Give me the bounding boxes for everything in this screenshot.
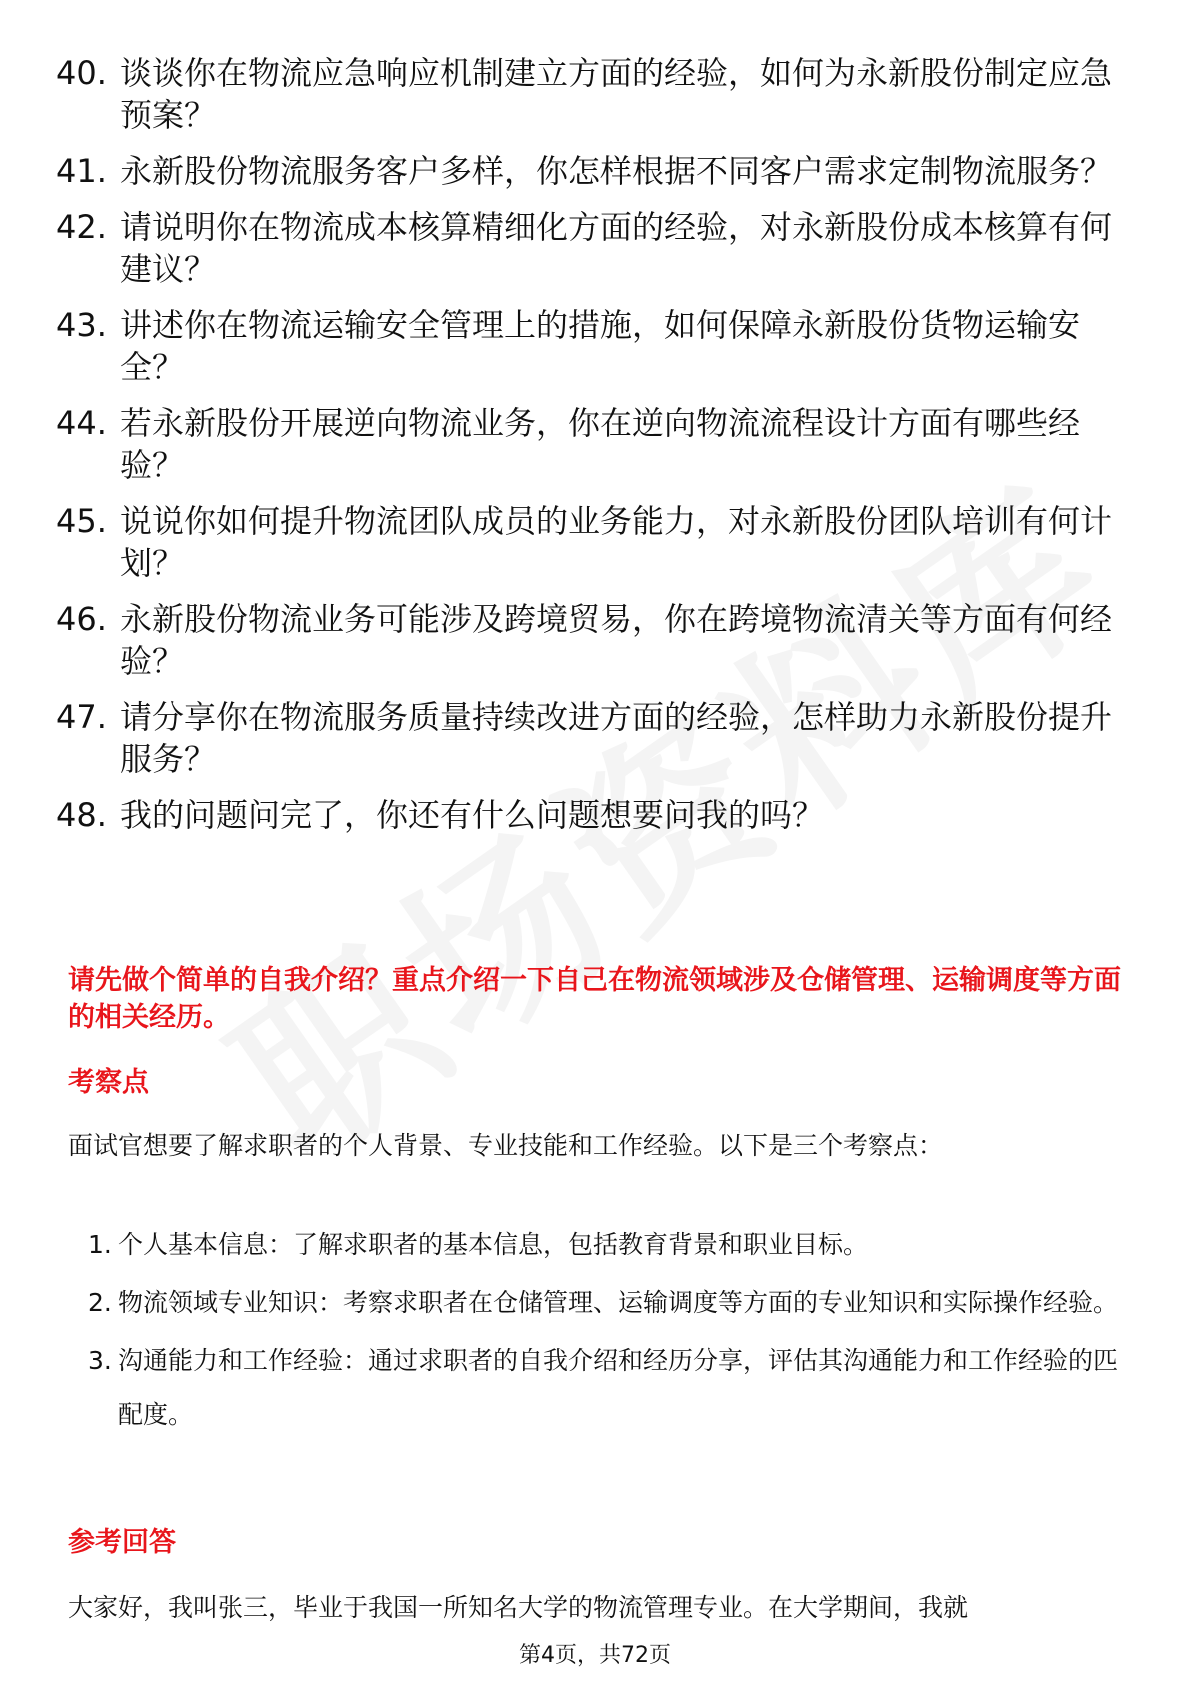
point-text: 物流领域专业知识：考察求职者在仓储管理、运输调度等方面的专业知识和实际操作经验。 <box>118 1288 1119 1317</box>
question-item <box>56 500 1136 584</box>
question-item <box>56 52 1136 136</box>
question-text: 若永新股份开展逆向物流业务，你在逆向物流流程设计方面有哪些经验？ <box>120 404 1081 484</box>
question-number: 47. <box>56 698 107 736</box>
question-number: 48. <box>56 796 107 834</box>
highlight-question: 请先做个简单的自我介绍？重点介绍一下自己在物流领域涉及仓储管理、运输调度等方面的相关经历。 <box>68 965 1121 1033</box>
page-footer: 第4页，共72页 <box>519 1643 671 1668</box>
question-number: 44. <box>56 404 107 442</box>
question-item <box>56 304 1136 388</box>
question-number: 42. <box>56 208 107 246</box>
question-item <box>56 696 1136 780</box>
question-number: 40. <box>56 54 107 92</box>
question-item <box>56 598 1136 682</box>
point-item <box>68 1276 1138 1330</box>
question-text: 永新股份物流服务客户多样，你怎样根据不同客户需求定制物流服务？ <box>120 152 1113 190</box>
point-item <box>68 1218 1138 1272</box>
question-text: 请分享你在物流服务质量持续改进方面的经验，怎样助力永新股份提升服务？ <box>120 698 1113 778</box>
point-text: 沟通能力和工作经验：通过求职者的自我介绍和经历分享，评估其沟通能力和工作经验的匹配度。 <box>118 1346 1119 1429</box>
point-number: 3. <box>88 1346 112 1375</box>
reference-heading: 参考回答 <box>68 1527 176 1558</box>
question-number: 43. <box>56 306 107 344</box>
question-number: 46. <box>56 600 107 638</box>
kcd-heading: 考察点 <box>68 1067 149 1098</box>
question-number: 45. <box>56 502 107 540</box>
question-list <box>56 52 1136 850</box>
question-item <box>56 794 1136 836</box>
point-number: 1. <box>88 1230 112 1259</box>
question-text: 我的问题问完了，你还有什么问题想要问我的吗？ <box>120 796 825 834</box>
question-text: 永新股份物流业务可能涉及跨境贸易，你在跨境物流清关等方面有何经验？ <box>120 600 1113 680</box>
question-number: 41. <box>56 152 107 190</box>
question-text: 谈谈你在物流应急响应机制建立方面的经验，如何为永新股份制定应急预案？ <box>120 54 1113 134</box>
answer-paragraph: 大家好，我叫张三，毕业于我国一所知名大学的物流管理专业。在大学期间，我就 <box>68 1593 969 1622</box>
question-text: 说说你如何提升物流团队成员的业务能力，对永新股份团队培训有何计划？ <box>120 502 1113 582</box>
question-text: 讲述你在物流运输安全管理上的措施，如何保障永新股份货物运输安全？ <box>120 306 1081 386</box>
point-number: 2. <box>88 1288 112 1317</box>
points-list <box>68 1218 1138 1446</box>
question-item <box>56 402 1136 486</box>
question-text: 请说明你在物流成本核算精细化方面的经验，对永新股份成本核算有何建议？ <box>120 208 1113 288</box>
point-item <box>68 1334 1138 1442</box>
point-text: 个人基本信息：了解求职者的基本信息，包括教育背景和职业目标。 <box>118 1230 869 1259</box>
intro-paragraph: 面试官想要了解求职者的个人背景、专业技能和工作经验。以下是三个考察点： <box>68 1131 944 1160</box>
question-item <box>56 150 1136 192</box>
question-item <box>56 206 1136 290</box>
